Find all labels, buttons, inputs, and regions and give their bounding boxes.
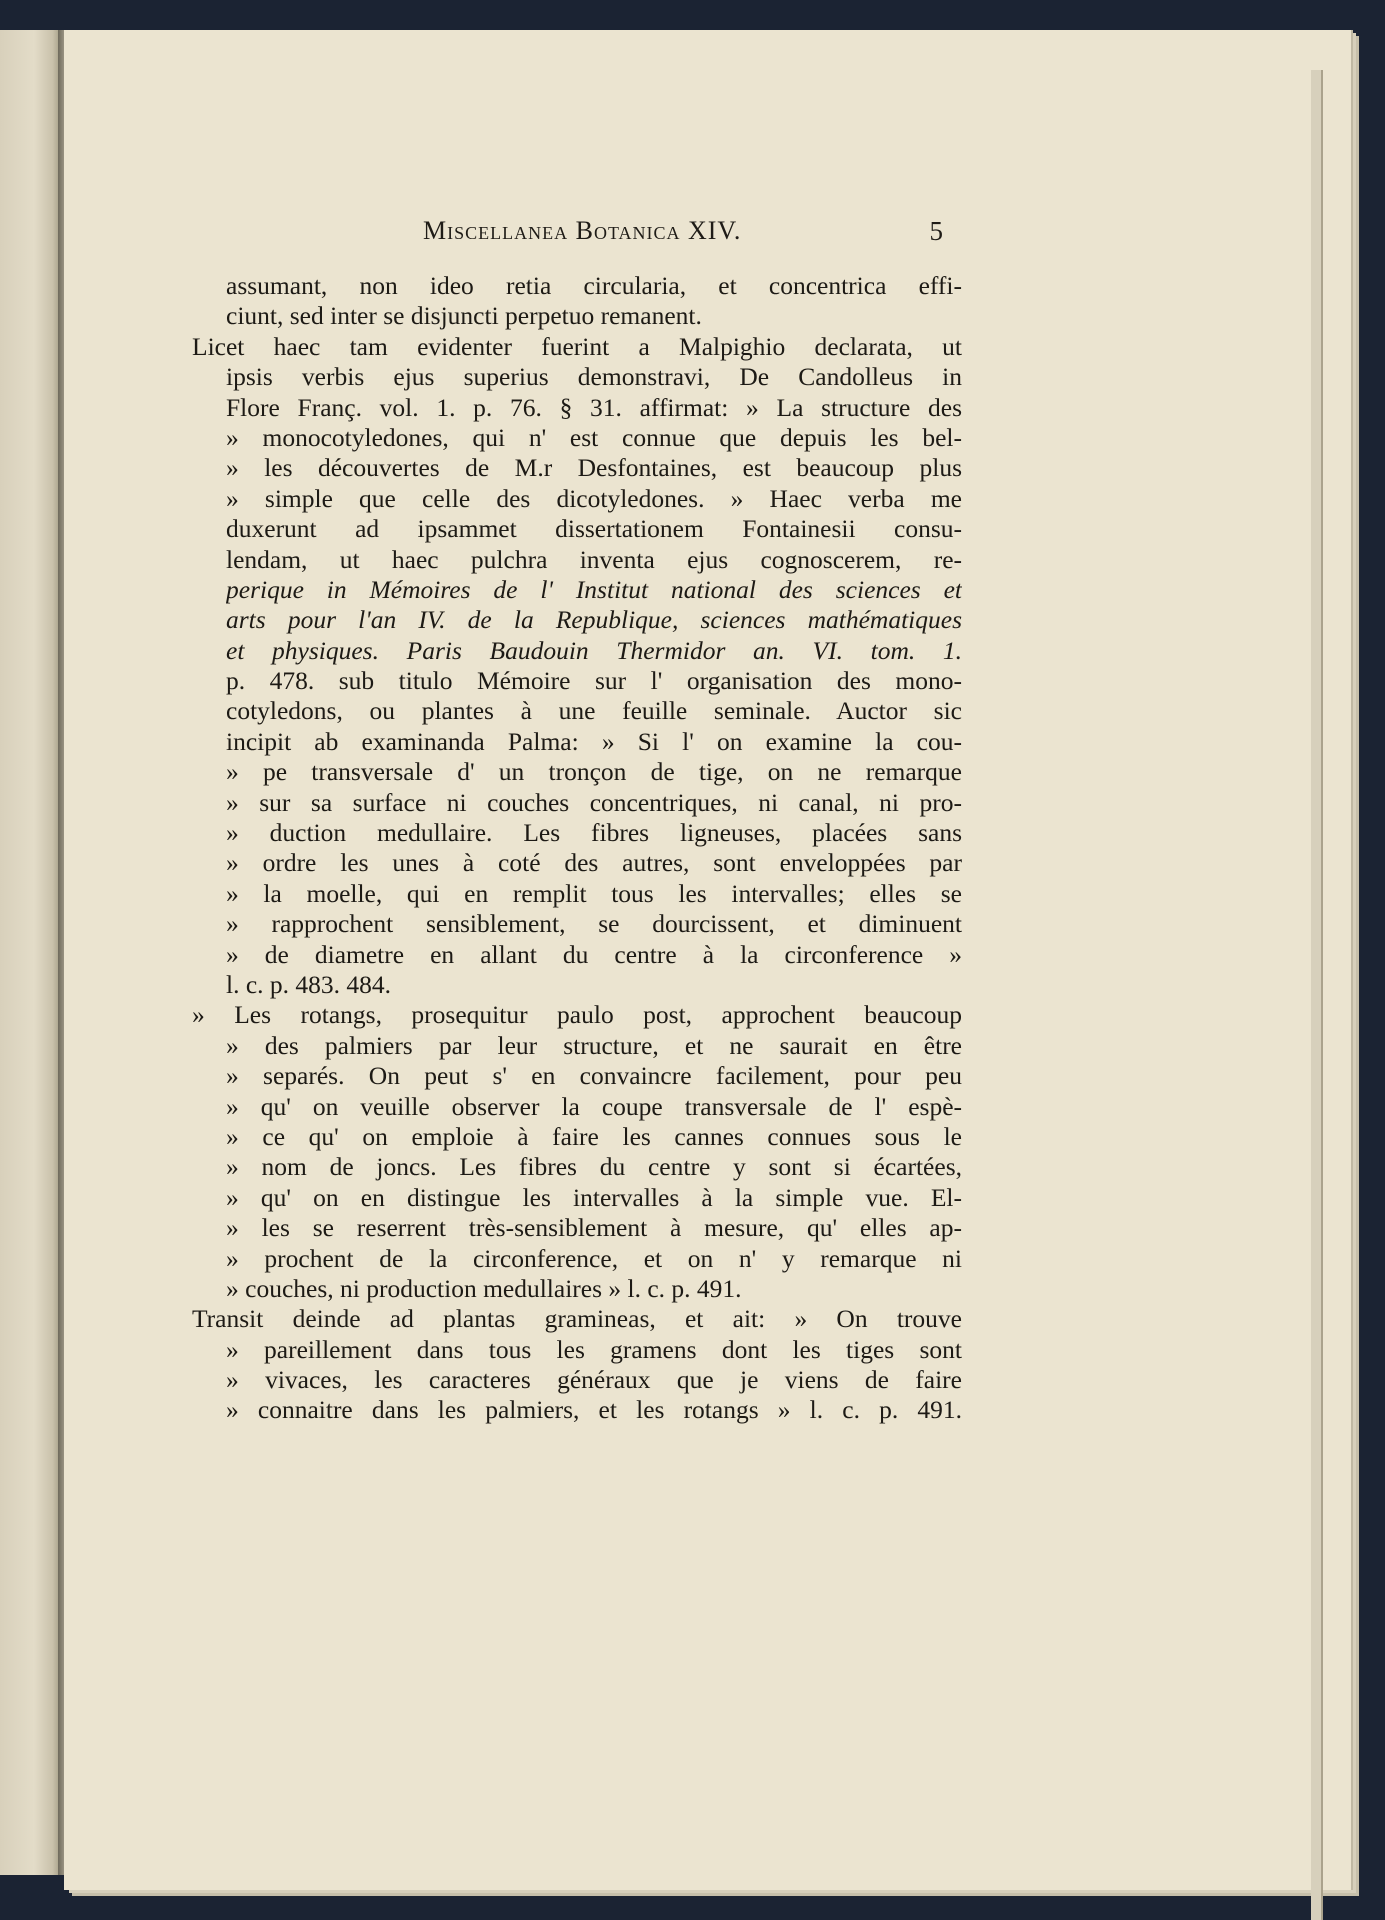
text-line: » connaitre dans les palmiers, et les rotangs » l. c. p. 491. — [226, 1395, 962, 1425]
text-line: p. 478. sub titulo Mémoire sur l' organisation des mono- — [226, 666, 962, 696]
text-line: » separés. On peut s' en convaincre facilement, pour peu — [226, 1061, 962, 1091]
text-line: l. c. p. 483. 484. — [226, 969, 392, 999]
text-line: » Les rotangs, prosequitur paulo post, approchent beaucoup — [192, 1000, 962, 1030]
text-line: » la moelle, qui en remplit tous les intervalles; elles se — [226, 878, 962, 908]
text-line: » vivaces, les caracteres généraux que je viens de faire — [226, 1365, 962, 1395]
text-line: » monocotyledones, qui n' est connue que depuis les bel- — [226, 422, 962, 452]
body-text — [192, 271, 962, 1426]
text-line: » qu' on veuille observer la coupe transversale de l' espè- — [226, 1091, 962, 1121]
text-line: » qu' on en distingue les intervalles à la simple vue. El- — [226, 1182, 962, 1212]
text-line: » rapprochent sensiblement, se dourcissent, et diminuent — [226, 909, 962, 939]
text-line: cotyledons, ou plantes à une feuille seminale. Auctor sic — [226, 696, 962, 726]
text-line: » les se reserrent très-sensiblement à mesure, qu' elles ap- — [226, 1213, 962, 1243]
text-line: » ordre les unes à coté des autres, sont enveloppées par — [226, 848, 962, 878]
text-line: » duction medullaire. Les fibres ligneuses, placées sans — [226, 818, 962, 848]
left-page-bleed-through — [20, 30, 60, 1875]
text-line: et physiques. Paris Baudouin Thermidor an. VI. tom. 1. — [226, 635, 962, 665]
text-line: » les découvertes de M.r Desfontaines, est beaucoup plus — [226, 453, 962, 483]
text-line: » des palmiers par leur structure, et ne saurait en être — [226, 1030, 962, 1060]
text-line: Flore Franç. vol. 1. p. 76. § 31. affirmat: » La structure des — [226, 392, 962, 422]
text-line: » nom de joncs. Les fibres du centre y sont si écartées, — [226, 1152, 962, 1182]
text-line: lendam, ut haec pulchra inventa ejus cognoscerem, re- — [226, 544, 962, 574]
running-head — [423, 216, 943, 256]
text-line: » ce qu' on emploie à faire les cannes connues sous le — [226, 1121, 962, 1151]
text-line: » prochent de la circonference, et on n' y remarque ni — [226, 1243, 962, 1273]
text-line: » simple que celle des dicotyledones. » Haec verba me — [226, 483, 962, 513]
text-line: incipit ab examinanda Palma: » Si l' on examine la cou- — [226, 726, 962, 756]
text-line: ciunt, sed inter se disjuncti perpetuo remanent. — [226, 301, 702, 331]
text-line: assumant, non ideo retia circularia, et concentrica effi- — [226, 271, 962, 300]
text-line: ipsis verbis ejus superius demonstravi, De Candolleus in — [226, 362, 962, 392]
text-line: » de diametre en allant du centre à la circonference » — [226, 939, 962, 969]
text-line: duxerunt ad ipsammet dissertationem Fontainesii consu- — [226, 514, 962, 544]
page-number: 5 — [929, 216, 943, 246]
text-line: Licet haec tam evidenter fuerint a Malpighio declarata, ut — [192, 331, 962, 361]
text-line: » pareillement dans tous les gramens dont les tiges sont — [226, 1334, 962, 1364]
text-line: » sur sa surface ni couches concentriques, ni canal, ni pro- — [226, 787, 962, 817]
left-page-edge — [0, 30, 62, 1875]
text-line: perique in Mémoires de l' Institut national des sciences et — [226, 574, 962, 604]
page-fore-edge — [1311, 70, 1323, 1920]
text-line: Transit deinde ad plantas gramineas, et ait: » On trouve — [192, 1304, 962, 1334]
text-line: » pe transversale d' un tronçon de tige, on ne remarque — [226, 757, 962, 787]
text-line: » couches, ni production medullaires » l. c. p. 491. — [226, 1273, 742, 1303]
running-title: Miscellanea Botanica XIV. — [423, 216, 742, 245]
text-line: arts pour l'an IV. de la Republique, sciences mathématiques — [226, 605, 962, 635]
